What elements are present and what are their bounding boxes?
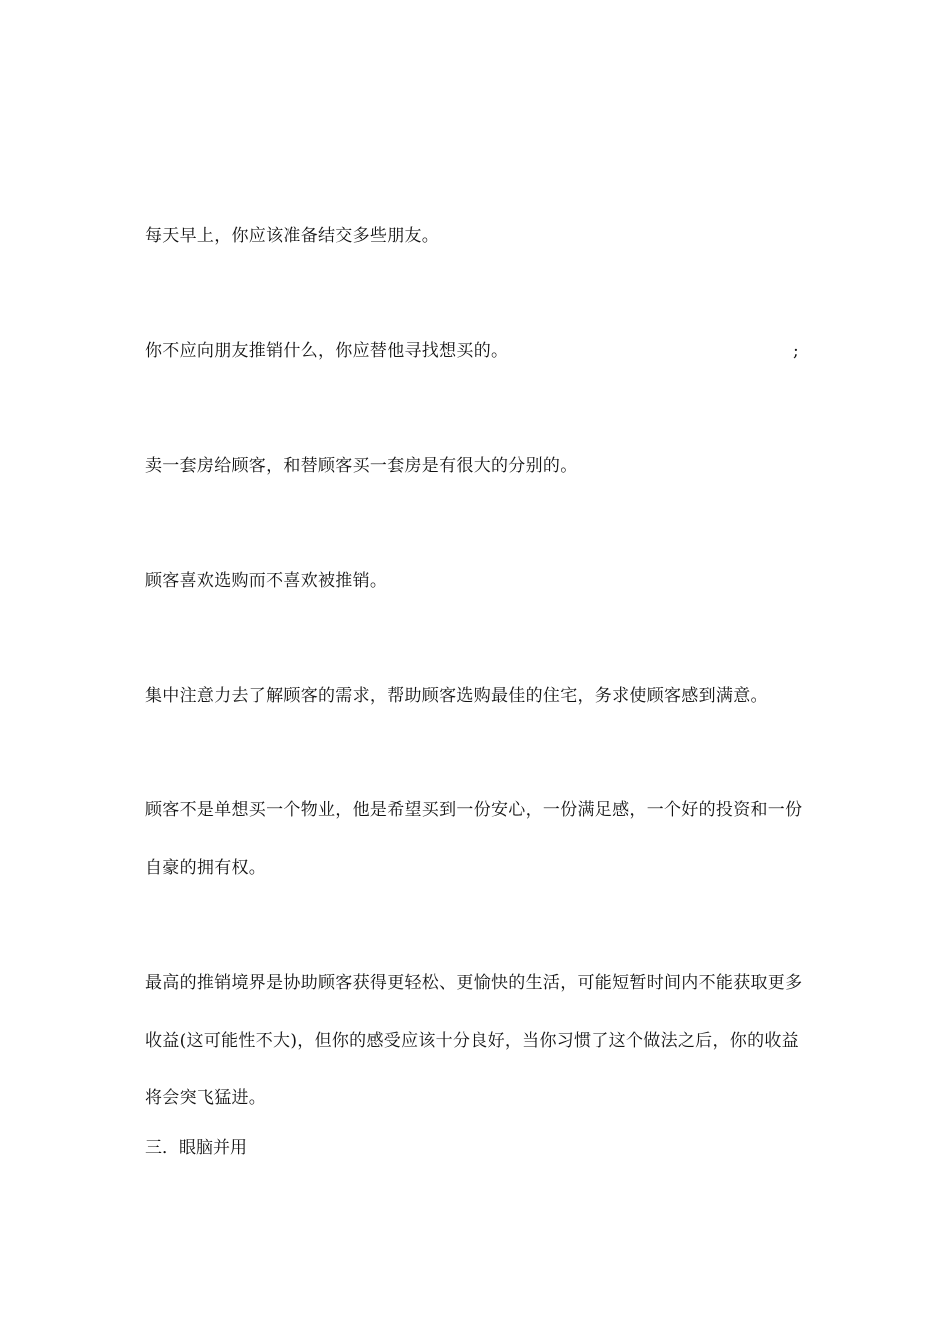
paragraph-sell-vs-buy: 卖一套房给顾客，和替顾客买一套房是有很大的分别的。	[145, 456, 578, 476]
paragraph-focus-on-needs: 集中注意力去了解顾客的需求，帮助顾客选购最佳的住宅，务求使顾客感到满意。	[145, 686, 768, 706]
paragraph-highest-level-line-3: 将会突飞猛进。	[145, 1088, 267, 1108]
section-heading: 三．眼脑并用	[145, 1138, 247, 1158]
paragraph-highest-level-line-2: 收益(这可能性不大)，但你的感受应该十分良好，当你习惯了这个做法之后，你的收益	[145, 1031, 799, 1051]
stray-semicolon: ;	[793, 341, 799, 361]
paragraph-dont-sell-to-friends: 你不应向朋友推销什么，你应替他寻找想买的。	[145, 341, 509, 361]
paragraph-make-friends: 每天早上，你应该准备结交多些朋友。	[145, 226, 440, 246]
paragraph-customer-wants-line-2: 自豪的拥有权。	[145, 858, 267, 878]
paragraph-customer-wants-line-1: 顾客不是单想买一个物业，他是希望买到一份安心，一份满足感，一个好的投资和一份	[145, 800, 803, 820]
paragraph-highest-level-line-1: 最高的推销境界是协助顾客获得更轻松、更愉快的生活，可能短暂时间内不能获取更多	[145, 973, 803, 993]
paragraph-customer-prefers-choosing: 顾客喜欢选购而不喜欢被推销。	[145, 571, 388, 591]
